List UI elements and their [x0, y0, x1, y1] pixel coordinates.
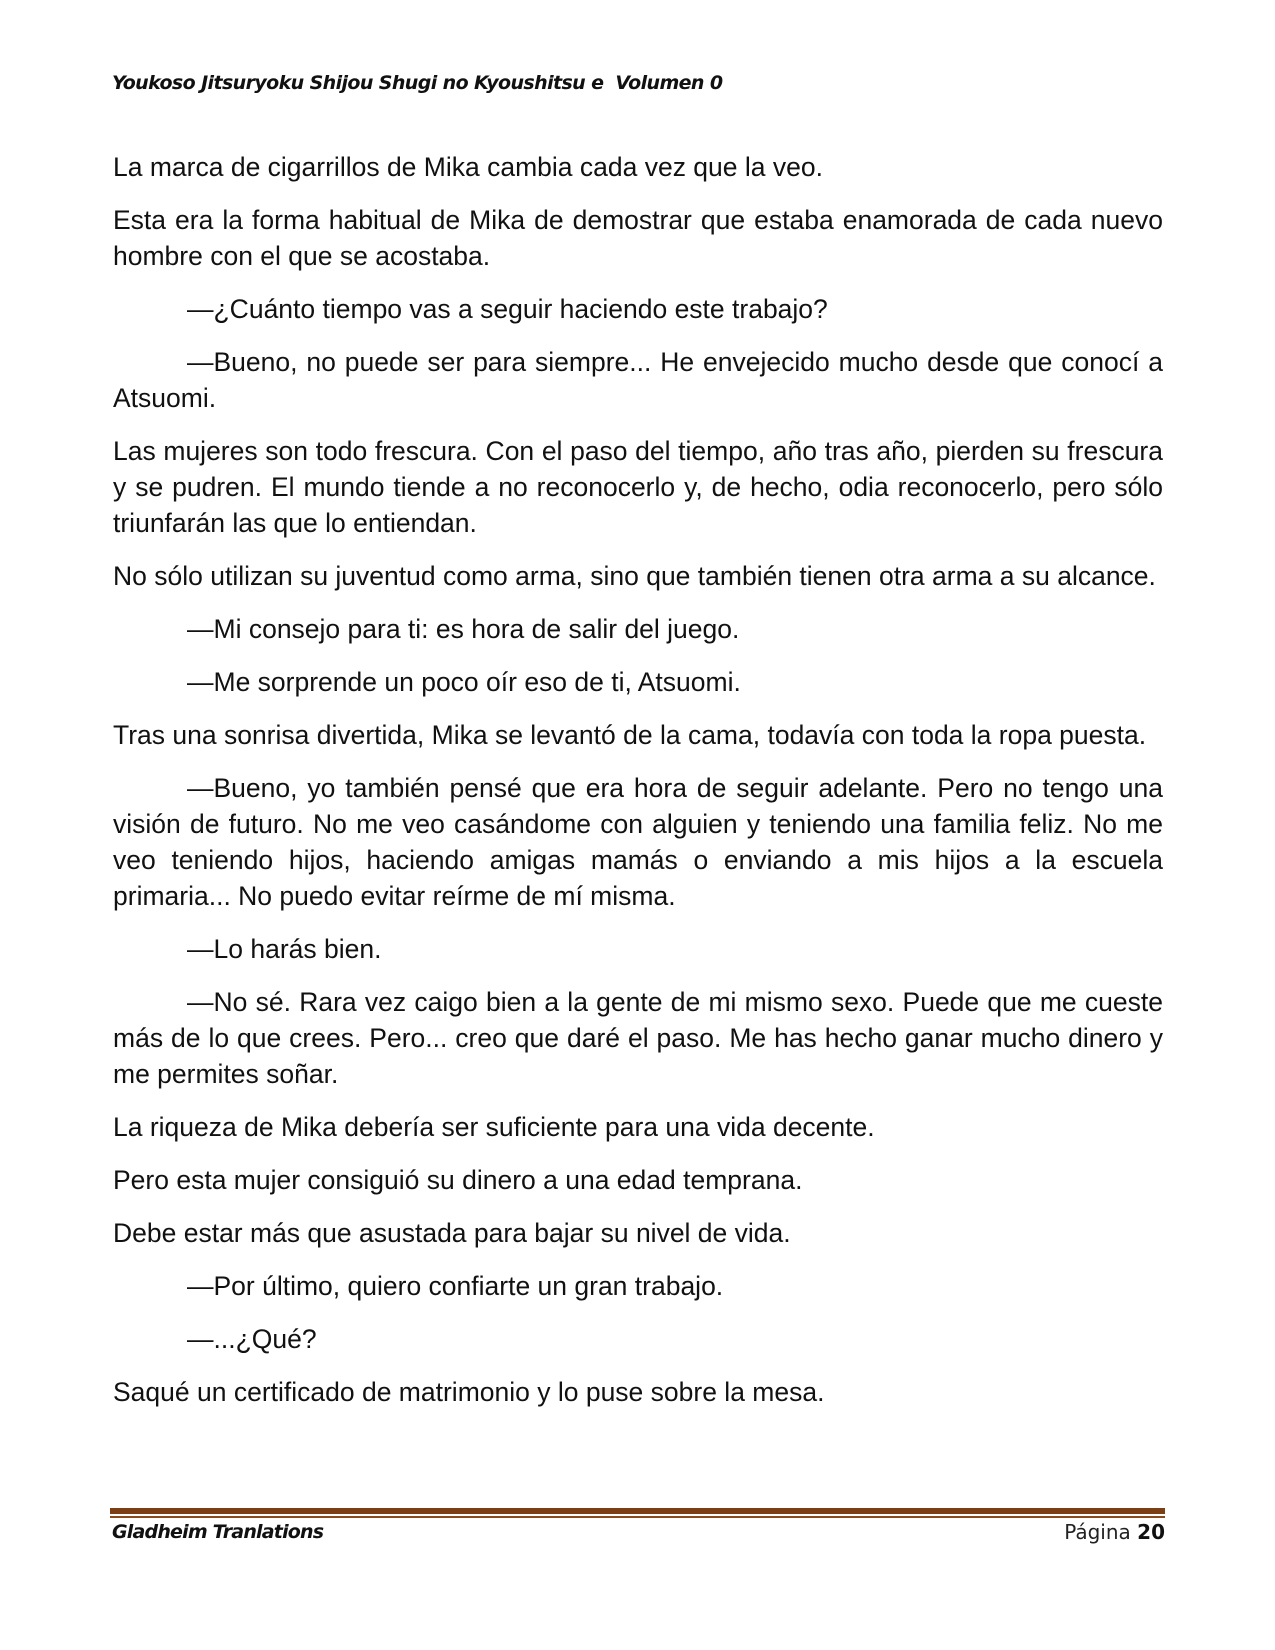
paragraph-dialog: —Lo harás bien. [187, 934, 382, 964]
footer-publisher: Gladheim Tranlations [112, 1521, 324, 1543]
page-number [1064, 1520, 1165, 1544]
paragraph-narration: Saqué un certificado de matrimonio y lo puse sobre la mesa. [113, 1377, 825, 1407]
footer-divider-thin [110, 1516, 1165, 1518]
paragraph-dialog: —...¿Qué? [187, 1324, 317, 1354]
paragraph-narration: Tras una sonrisa divertida, Mika se levantó de la cama, todavía con toda la ropa puesta. [113, 720, 1147, 750]
paragraph-narration: La riqueza de Mika debería ser suficiente para una vida decente. [113, 1112, 875, 1142]
page-label: Página [1064, 1520, 1131, 1544]
paragraph-dialog: —Bueno, yo también pensé que era hora de seguir adelante. Pero no tengo una visión de futuro. No me veo casándome con alguien y teniendo una familia feliz. No me veo teniendo hijos, haciendo amigas mamás o enviando a mis hijos a la escuela primaria... No puedo evitar reírme de mí misma. [113, 773, 1163, 911]
paragraph-narration: No sólo utilizan su juventud como arma, sino que también tienen otra arma a su alcance. [113, 561, 1156, 591]
footer-divider [110, 1508, 1165, 1519]
paragraph-dialog: —Bueno, no puede ser para siempre... He envejecido mucho desde que conocí a Atsuomi. [113, 347, 1163, 413]
paragraph-dialog: —No sé. Rara vez caigo bien a la gente de mi mismo sexo. Puede que me cueste más de lo que crees. Pero... creo que daré el paso. Me has hecho ganar mucho dinero y me permites soñar. [113, 987, 1163, 1089]
page-body [113, 149, 1163, 1427]
paragraph-narration: Esta era la forma habitual de Mika de demostrar que estaba enamorada de cada nuevo hombre con el que se acostaba. [113, 205, 1163, 271]
paragraph-dialog: —Me sorprende un poco oír eso de ti, Atsuomi. [187, 667, 741, 697]
paragraph-narration: Pero esta mujer consiguió su dinero a una edad temprana. [113, 1165, 803, 1195]
paragraph-narration: La marca de cigarrillos de Mika cambia cada vez que la veo. [113, 152, 823, 182]
paragraph-dialog: —Por último, quiero confiarte un gran trabajo. [187, 1271, 724, 1301]
paragraph-dialog: —¿Cuánto tiempo vas a seguir haciendo este trabajo? [187, 294, 828, 324]
running-header: Youkoso Jitsuryoku Shijou Shugi no Kyoushitsu e Volumen 0 [112, 72, 723, 94]
footer-divider-thick [110, 1508, 1165, 1514]
paragraph-narration: Debe estar más que asustada para bajar su nivel de vida. [113, 1218, 791, 1248]
page-number-value: 20 [1137, 1520, 1165, 1544]
paragraph-dialog: —Mi consejo para ti: es hora de salir del juego. [187, 614, 740, 644]
paragraph-narration: Las mujeres son todo frescura. Con el paso del tiempo, año tras año, pierden su frescura y se pudren. El mundo tiende a no reconocerlo y, de hecho, odia reconocerlo, pero sólo triunfarán las que lo entiendan. [113, 436, 1163, 538]
